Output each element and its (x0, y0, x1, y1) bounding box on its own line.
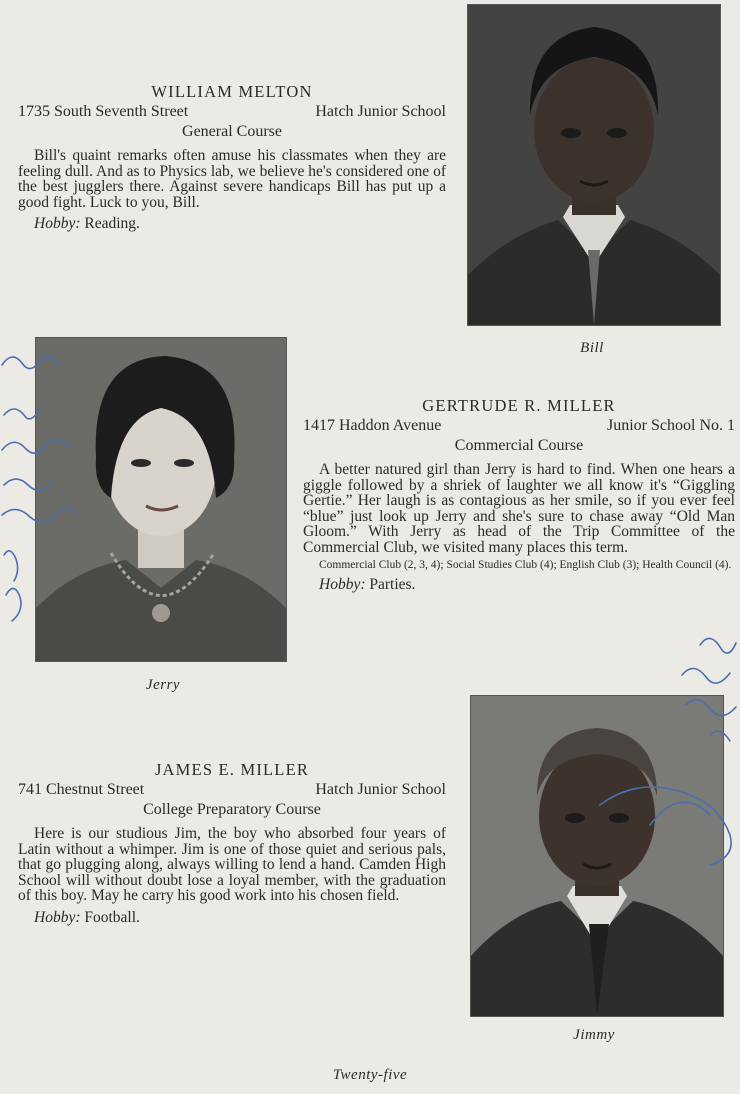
club-list: Commercial Club (2, 3, 4); Social Studies Club (4); English Club (3); Health Council (4). (319, 558, 732, 571)
hobby-label: Hobby: (319, 576, 366, 594)
address-row (303, 416, 735, 436)
student-name: JAMES E. MILLER (154, 760, 310, 779)
junior-school: Hatch Junior School (315, 781, 446, 798)
portrait-photo-bill (467, 4, 721, 326)
course-name: College Preparatory Course (143, 801, 321, 818)
hobby-label: Hobby: (34, 908, 81, 926)
student-bio: A better natured girl than Jerry is hard to find. When one hears a giggle followed by a shriek of laughter we all know it's “Giggling Gertie.” Her laugh is as contagious as her smile, so if you ever feel “blue” just look up Jerry and she's sure to chase away “Old Man Gloom.” With Jerry as head of the Trip Committee of the Commercial Club, we visited many places this term. (303, 461, 735, 556)
hobby-value: Parties. (369, 576, 416, 594)
photo-caption-jimmy: Jimmy (573, 1027, 615, 1043)
hobby-line (34, 908, 446, 928)
entry-william-melton (18, 82, 446, 234)
hobby-line (319, 575, 735, 595)
junior-school: Hatch Junior School (315, 103, 446, 120)
home-address: 741 Chestnut Street (18, 781, 145, 798)
student-name: GERTRUDE R. MILLER (422, 396, 616, 415)
hobby-value: Reading. (84, 215, 140, 233)
portrait-photo-jerry (35, 337, 287, 662)
page-number-footer: Twenty-five (332, 1067, 408, 1083)
entry-james-miller (18, 760, 446, 928)
portrait-photo-jimmy (470, 695, 724, 1017)
hobby-label: Hobby: (34, 215, 81, 233)
address-row (18, 102, 446, 122)
photo-caption-bill: Bill (580, 340, 604, 356)
photo-caption-jerry: Jerry (145, 677, 181, 693)
student-bio: Bill's quaint remarks often amuse his classmates when they are feeling dull. And as to Physics lab, we believe he's considered one of the best jugglers there. Against severe handicaps Bill has put up a good fight. Luck to you, Bill. (18, 147, 446, 211)
student-bio: Here is our studious Jim, the boy who absorbed four years of Latin without a whimper. Jim is one of those quiet and serious pals, that go plugging along, always willing to lend a hand. Camden High School will without doubt lose a loyal member, with the graduation of this boy. May he carry his good work into his chosen field. (18, 825, 446, 905)
junior-school: Junior School No. 1 (607, 417, 735, 434)
entry-gertrude-miller (303, 396, 735, 595)
course-name: Commercial Course (454, 437, 584, 454)
hobby-value: Football. (84, 908, 140, 926)
home-address: 1735 South Seventh Street (18, 103, 189, 120)
student-name: WILLIAM MELTON (151, 82, 313, 101)
course-name: General Course (182, 123, 282, 140)
hobby-line (34, 214, 446, 234)
address-row (18, 780, 446, 800)
home-address: 1417 Haddon Avenue (303, 417, 442, 434)
